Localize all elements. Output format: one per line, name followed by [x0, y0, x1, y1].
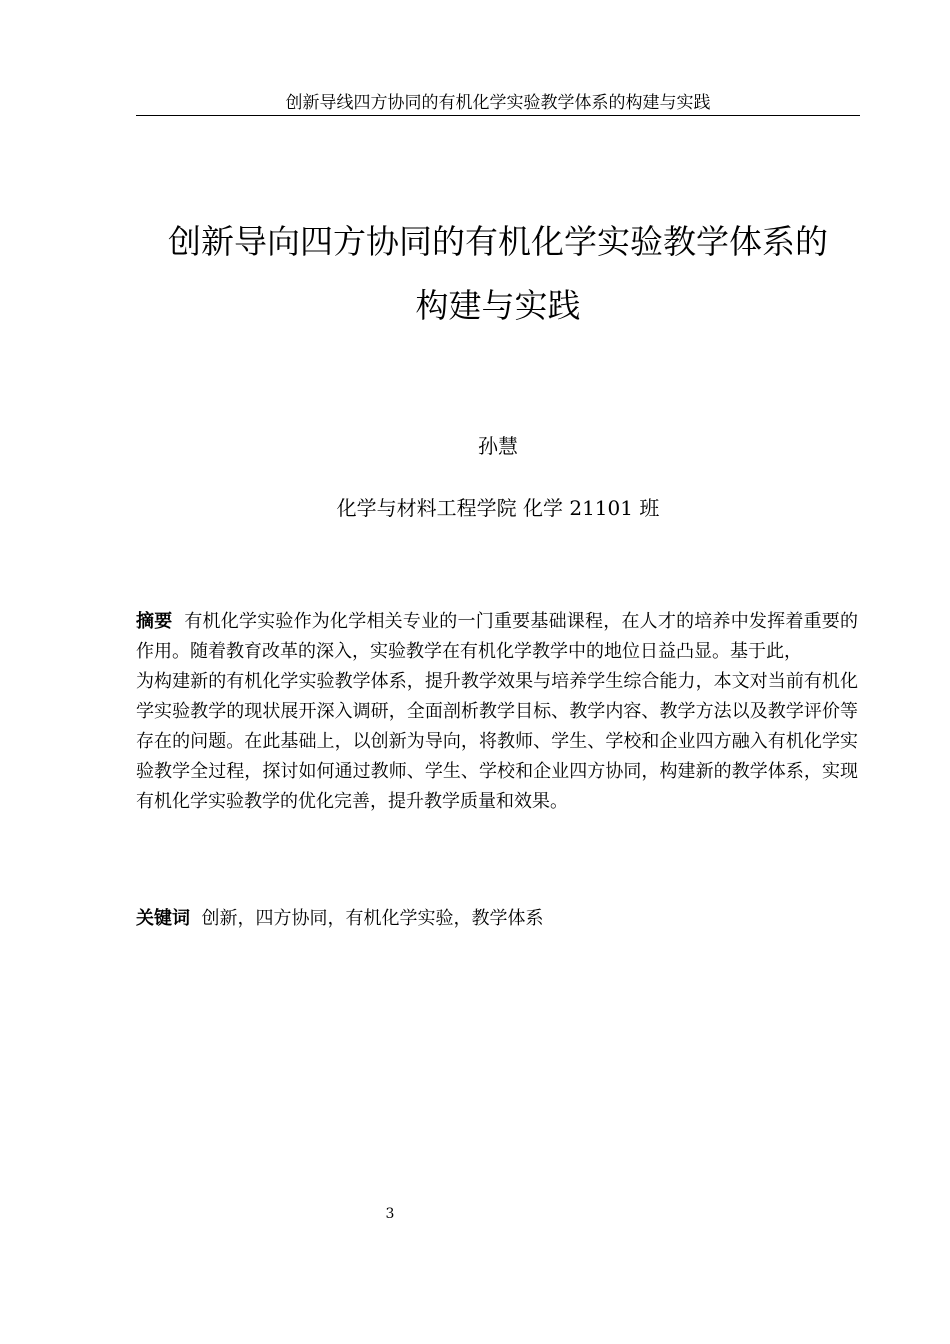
paper-title — [100, 210, 896, 338]
abstract-text-1: 有机化学实验作为化学相关专业的一门重要基础课程，在人才的培养中发挥着重要的作用。随着教育改革的深入，实验教学在有机化学教学中的地位日益凸显。基于此， — [136, 611, 859, 662]
abstract-paragraph-1 — [136, 607, 858, 667]
paper-title-line-2: 构建与实践 — [415, 286, 581, 325]
abstract-label: 摘要 — [136, 611, 173, 632]
author-affiliation: 化学与材料工程学院 化学 21101 班 — [336, 496, 660, 520]
abstract — [136, 607, 858, 817]
author-name: 孙慧 — [478, 434, 518, 458]
keywords-label: 关键词 — [136, 908, 190, 929]
abstract-paragraph-2: 为构建新的有机化学实验教学体系，提升教学效果与培养学生综合能力，本文对当前有机化学实验教学的现状展开深入调研，全面剖析教学目标、教学内容、教学方法以及教学评价等存在的问题。在此基础上，以创新为导向，将教师、学生、学校和企业四方融入有机化学实验教学全过程，探讨如何通过教师、学生、学校和企业四方协同，构建新的教学体系，实现有机化学实验教学的优化完善，提升教学质量和效果。 — [136, 671, 858, 812]
paper-title-line-1: 创新导向四方协同的有机化学实验教学体系的 — [168, 222, 828, 261]
keywords-text: 创新，四方协同，有机化学实验，教学体系 — [201, 908, 544, 929]
keywords — [136, 904, 858, 934]
page-number: 3 — [385, 1206, 395, 1222]
running-header: 创新导线四方协同的有机化学实验教学体系的构建与实践 — [136, 92, 860, 116]
